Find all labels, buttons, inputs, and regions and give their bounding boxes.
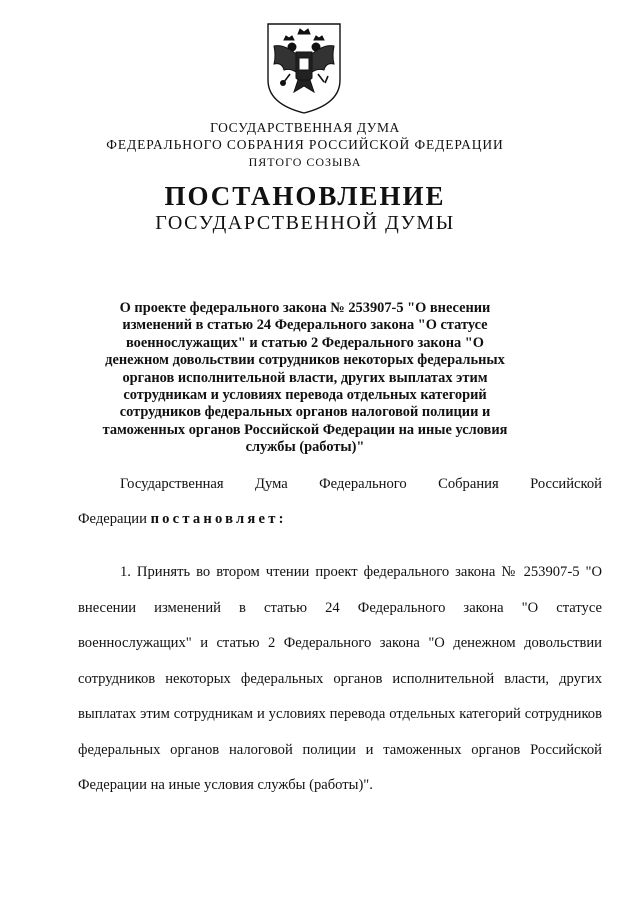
preamble-verb: постановляет: <box>150 511 287 527</box>
preamble-subject: Федерации <box>78 511 147 527</box>
document-type-title: ПОСТАНОВЛЕНИЕ <box>164 181 446 211</box>
coat-of-arms-emblem-icon <box>262 20 346 116</box>
resolution-item-1: 1. Принять во втором чтении проект федерального закона № 253907-5 "О внесении изменений в статью 24 Федерального закона "О статусе военнослужащих" и статью 2 Федерального закона "О денежном довольствии сотрудников некоторых федеральных органов исполнительной власти, других выплатах этим сотрудникам и условиях перевода отдельных категорий сотрудников федеральных органов налоговой полиции и таможенных органов Российской Федерации на иные условия службы (работы)". <box>78 564 602 793</box>
header-convocation: ПЯТОГО СОЗЫВА <box>248 155 362 169</box>
header-federal-assembly: ФЕДЕРАЛЬНОГО СОБРАНИЯ РОССИЙСКОЙ ФЕДЕРАЦИИ <box>106 137 504 152</box>
document-subject: О проекте федерального закона № 253907-5 "О внесении изменений в статью 24 Федерального закона "О статусе военнослужащих" и статью 2 Федерального закона "О денежном довольствии сотрудников некоторых федеральных органов исполнительной власти, других выплатах этим сотрудникам и условиях перевода отдельных категорий сотрудников федеральных органов налоговой полиции и таможенных органов Российской Федерации на иные условия службы (работы)" <box>102 300 508 456</box>
preamble-line-1: Государственная Дума Федерального Собрания Российской <box>120 476 602 492</box>
preamble-line-2 <box>78 511 287 528</box>
header-organization: ГОСУДАРСТВЕННАЯ ДУМА <box>210 120 400 135</box>
document-issuer-title: ГОСУДАРСТВЕННОЙ ДУМЫ <box>155 212 455 234</box>
